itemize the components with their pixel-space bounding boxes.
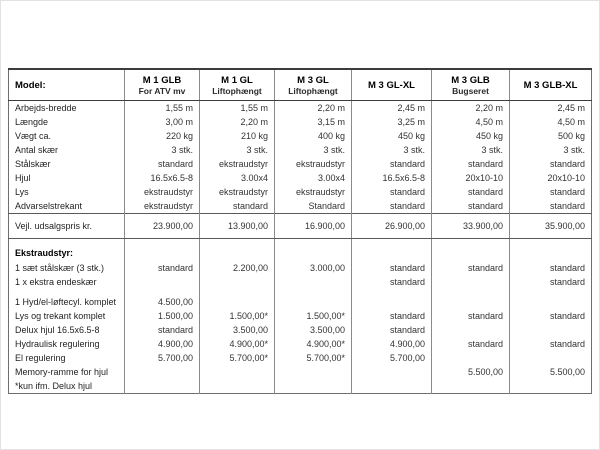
extras-label: Hydraulisk regulering xyxy=(15,339,100,349)
extras-value xyxy=(510,295,592,309)
extras-value xyxy=(125,365,200,379)
price-value: 23.900,00 xyxy=(125,214,200,239)
extras-value: standard xyxy=(432,337,510,351)
spec-value: ekstraudstyr xyxy=(200,157,275,171)
extras-value xyxy=(200,295,275,309)
spec-value: 20x10-10 xyxy=(510,171,592,185)
extras-value xyxy=(200,379,275,394)
column-header-m3glxl xyxy=(352,69,432,101)
extras-value: 4.900,00* xyxy=(200,337,275,351)
spec-value: 4,50 m xyxy=(432,115,510,129)
spec-row-advarselstrekant xyxy=(9,199,592,214)
extras-label: 1 Hyd/el-løftecyl. komplet xyxy=(15,297,117,307)
spec-value: 2,45 m xyxy=(352,101,432,116)
extras-value xyxy=(275,365,352,379)
column-name: M 3 GLB-XL xyxy=(523,79,578,91)
spec-value: 3 stk. xyxy=(510,143,592,157)
spec-value: 400 kg xyxy=(275,129,352,143)
spec-row-antal-skaer xyxy=(9,143,592,157)
spec-value: 3,25 m xyxy=(352,115,432,129)
extras-label: Lys og trekant komplet xyxy=(15,311,106,321)
spec-value: ekstraudstyr xyxy=(125,185,200,199)
extras-value: 4.900,00* xyxy=(275,337,352,351)
empty-cell xyxy=(510,239,592,262)
extras-label: Delux hjul 16.5x6.5-8 xyxy=(15,325,100,335)
extras-row-el-regulering xyxy=(9,351,592,365)
spec-value: ekstraudstyr xyxy=(275,185,352,199)
extras-label: 1 sæt stålskær (3 stk.) xyxy=(15,263,105,273)
spec-row-staalskaer xyxy=(9,157,592,171)
extras-value: standard xyxy=(510,261,592,275)
spec-value: 3 stk. xyxy=(432,143,510,157)
extras-value: standard xyxy=(510,337,592,351)
spec-value: standard xyxy=(352,185,432,199)
spec-row-hjul xyxy=(9,171,592,185)
spec-value: 3.00x4 xyxy=(275,171,352,185)
extras-value xyxy=(510,351,592,365)
spec-value: ekstraudstyr xyxy=(200,185,275,199)
spec-value: 16.5x6.5-8 xyxy=(352,171,432,185)
extras-row-saet-staalskaer xyxy=(9,261,592,275)
spec-value: 2,20 m xyxy=(432,101,510,116)
empty-cell xyxy=(200,239,275,262)
extras-value: standard xyxy=(432,261,510,275)
extras-value xyxy=(200,365,275,379)
spec-label: Længde xyxy=(15,117,49,127)
spec-value: 210 kg xyxy=(200,129,275,143)
extras-value xyxy=(510,379,592,394)
extras-row-memory-ramme xyxy=(9,365,592,379)
column-header-m1glb xyxy=(125,69,200,101)
extras-value: 1.500,00 xyxy=(125,309,200,323)
column-header-m3glbxl xyxy=(510,69,592,101)
price-value: 33.900,00 xyxy=(432,214,510,239)
empty-cell xyxy=(275,239,352,262)
extras-row-footnote xyxy=(9,379,592,394)
extras-value: standard xyxy=(125,261,200,275)
extras-value xyxy=(432,351,510,365)
spec-row-lys xyxy=(9,185,592,199)
extras-value xyxy=(432,295,510,309)
spec-label: Hjul xyxy=(15,173,31,183)
extras-value: standard xyxy=(352,323,432,337)
extras-label: El regulering xyxy=(15,353,66,363)
extras-value: 5.700,00* xyxy=(275,351,352,365)
empty-cell xyxy=(432,239,510,262)
extras-value: 3.000,00 xyxy=(275,261,352,275)
extras-value xyxy=(275,379,352,394)
extras-value xyxy=(432,275,510,295)
extras-value: standard xyxy=(352,275,432,295)
spec-value: 2,20 m xyxy=(275,101,352,116)
spec-value: 450 kg xyxy=(352,129,432,143)
spec-value: standard xyxy=(432,185,510,199)
price-value: 16.900,00 xyxy=(275,214,352,239)
spec-label: Arbejds-bredde xyxy=(15,103,77,113)
spec-label: Stålskær xyxy=(15,159,51,169)
extras-value: 4.900,00 xyxy=(125,337,200,351)
extras-value: 5.700,00* xyxy=(200,351,275,365)
extras-value xyxy=(352,379,432,394)
extras-value xyxy=(510,323,592,337)
extras-value: 1.500,00* xyxy=(200,309,275,323)
empty-cell xyxy=(125,239,200,262)
extras-value: 5.500,00 xyxy=(510,365,592,379)
spec-label: Advarselstrekant xyxy=(15,201,83,211)
extras-label: Memory-ramme for hjul xyxy=(15,367,109,377)
spec-value: 2,45 m xyxy=(510,101,592,116)
spec-value: 3,15 m xyxy=(275,115,352,129)
spec-value: standard xyxy=(510,199,592,214)
footnote-label: *kun ifm. Delux hjul xyxy=(15,381,93,391)
spec-value: 1,55 m xyxy=(200,101,275,116)
header-row xyxy=(9,69,592,101)
spec-value: standard xyxy=(352,157,432,171)
spec-value: standard xyxy=(510,185,592,199)
spec-value: 450 kg xyxy=(432,129,510,143)
spec-label: Lys xyxy=(15,187,29,197)
extras-row-hydraulisk-regulering xyxy=(9,337,592,351)
extras-value xyxy=(125,379,200,394)
extras-value xyxy=(432,379,510,394)
extras-value: 3.500,00 xyxy=(200,323,275,337)
extras-row-ekstra-endeskaer xyxy=(9,275,592,295)
spec-label: Vægt ca. xyxy=(15,131,52,141)
model-header-label: Model: xyxy=(9,69,125,101)
extras-value: 3.500,00 xyxy=(275,323,352,337)
column-name: M 1 GLB xyxy=(142,74,182,86)
extras-value: standard xyxy=(125,323,200,337)
column-name: M 1 GL xyxy=(221,74,253,86)
extras-value: 1.500,00* xyxy=(275,309,352,323)
extras-value: standard xyxy=(510,309,592,323)
column-subtitle: Liftophængt xyxy=(212,85,262,96)
extras-value xyxy=(432,323,510,337)
spec-value: 16.5x6.5-8 xyxy=(125,171,200,185)
extras-value xyxy=(352,365,432,379)
extras-value xyxy=(352,295,432,309)
price-value: 13.900,00 xyxy=(200,214,275,239)
spec-row-arbejds-bredde xyxy=(9,101,592,116)
extras-value xyxy=(275,295,352,309)
spec-value: 1,55 m xyxy=(125,101,200,116)
spec-value: standard xyxy=(510,157,592,171)
column-subtitle: Liftophængt xyxy=(288,85,338,96)
column-header-m1gl xyxy=(200,69,275,101)
extras-value: 5.700,00 xyxy=(125,351,200,365)
spec-value: 2,20 m xyxy=(200,115,275,129)
extras-value: 5.700,00 xyxy=(352,351,432,365)
column-subtitle: Bugseret xyxy=(452,85,489,96)
extras-value: standard xyxy=(510,275,592,295)
extras-value: standard xyxy=(352,309,432,323)
column-name: M 3 GL xyxy=(297,74,329,86)
spec-value: standard xyxy=(125,157,200,171)
spec-value: 4,50 m xyxy=(510,115,592,129)
extras-row-lys-og-trekant xyxy=(9,309,592,323)
spec-value: ekstraudstyr xyxy=(125,199,200,214)
column-name: M 3 GL-XL xyxy=(368,79,415,91)
extras-row-delux-hjul xyxy=(9,323,592,337)
spec-value: 3.00x4 xyxy=(200,171,275,185)
price-row-label: Vejl. udsalgspris kr. xyxy=(9,214,125,239)
spec-value: standard xyxy=(352,199,432,214)
extras-value: standard xyxy=(352,261,432,275)
extras-label: 1 x ekstra endeskær xyxy=(15,277,97,287)
extras-section-header-row xyxy=(9,239,592,262)
price-value: 26.900,00 xyxy=(352,214,432,239)
spec-value: standard xyxy=(200,199,275,214)
spec-value: 3 stk. xyxy=(200,143,275,157)
extras-value: standard xyxy=(432,309,510,323)
spec-value: standard xyxy=(432,199,510,214)
empty-cell xyxy=(352,239,432,262)
column-subtitle: For ATV mv xyxy=(138,85,186,96)
column-name: M 3 GLB xyxy=(451,74,490,86)
spec-value: 20x10-10 xyxy=(432,171,510,185)
spec-value: standard xyxy=(432,157,510,171)
extras-value xyxy=(275,275,352,295)
extras-value xyxy=(200,275,275,295)
spec-value: 3 stk. xyxy=(352,143,432,157)
extras-value xyxy=(125,275,200,295)
spec-value: ekstraudstyr xyxy=(275,157,352,171)
spec-value: 500 kg xyxy=(510,129,592,143)
spec-row-vaegt xyxy=(9,129,592,143)
spec-value: 220 kg xyxy=(125,129,200,143)
column-header-m3gl xyxy=(275,69,352,101)
spec-value: Standard xyxy=(275,199,352,214)
extras-section-title: Ekstraudstyr: xyxy=(15,248,74,258)
spec-value: 3 stk. xyxy=(125,143,200,157)
product-spec-table xyxy=(8,68,592,394)
spec-label: Antal skær xyxy=(15,145,59,155)
spec-value: 3,00 m xyxy=(125,115,200,129)
extras-value: 4.900,00 xyxy=(352,337,432,351)
extras-value: 2.200,00 xyxy=(200,261,275,275)
spec-row-laengde xyxy=(9,115,592,129)
extras-value: 4.500,00 xyxy=(125,295,200,309)
price-value: 35.900,00 xyxy=(510,214,592,239)
extras-row-loeftecyl xyxy=(9,295,592,309)
column-header-m3glb xyxy=(432,69,510,101)
extras-value: 5.500,00 xyxy=(432,365,510,379)
price-row xyxy=(9,214,592,239)
spec-value: 3 stk. xyxy=(275,143,352,157)
